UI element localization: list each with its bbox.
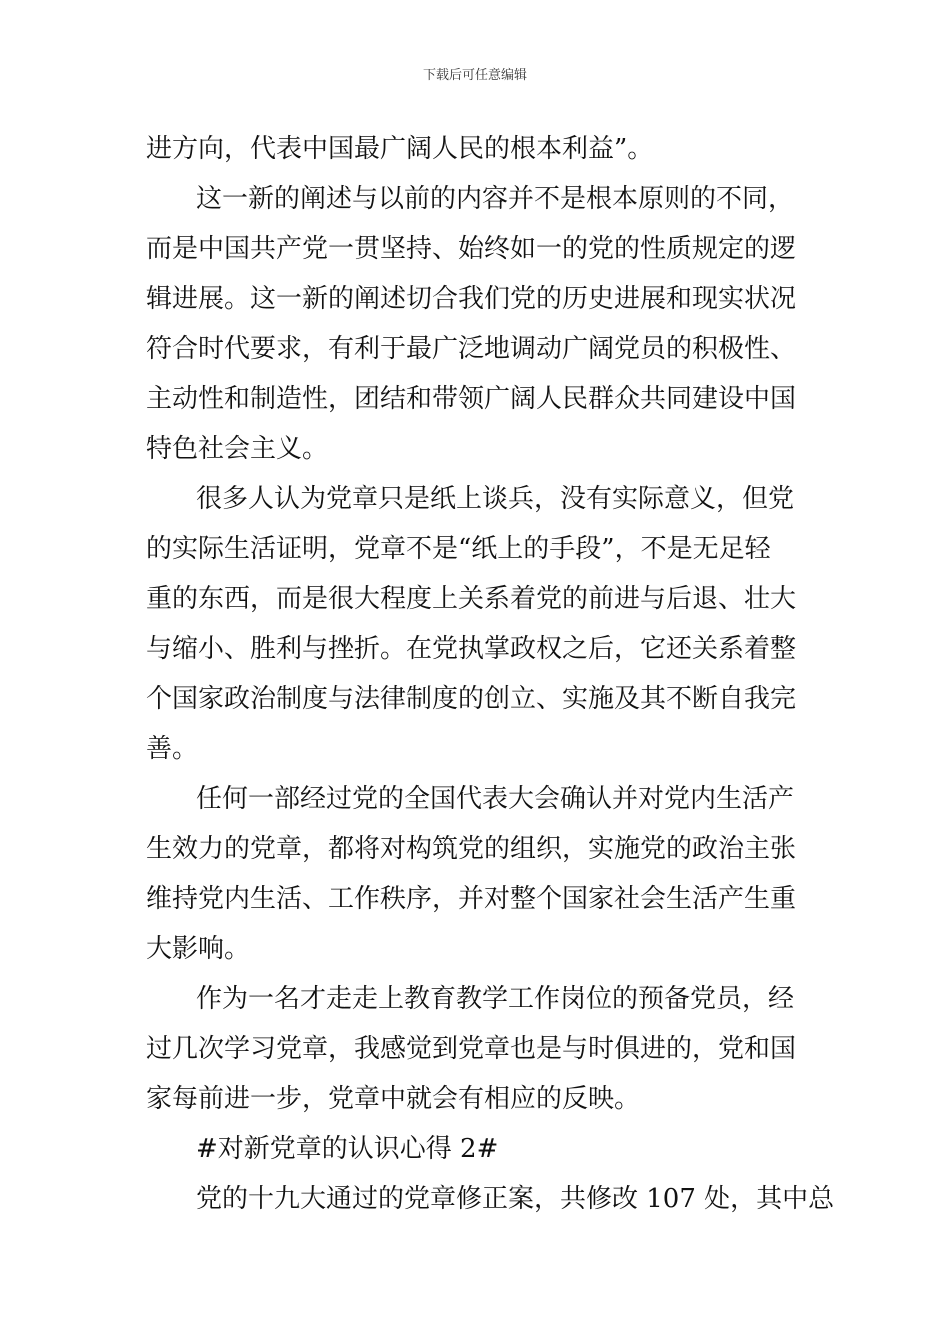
text-line-22: 党的十九大通过的党章修正案，共修改 107 处，其中总	[196, 1184, 835, 1214]
text-line-20: 家每前进一步，党章中就会有相应的反映。	[146, 1084, 641, 1114]
page-header: 下载后可任意编辑	[422, 68, 527, 83]
text-line-17: 大影响。	[146, 934, 251, 964]
text-line-4: 辑进展。这一新的阐述切合我们党的历史进展和现实状况	[146, 284, 797, 314]
section-heading: #对新党章的认识心得 2#	[196, 1134, 499, 1164]
text-line-7: 特色社会主义。	[146, 434, 329, 464]
text-line-8: 很多人认为党章只是纸上谈兵，没有实际意义，但党	[196, 484, 795, 514]
text-line-3: 而是中国共产党一贯坚持、始终如一的党的性质规定的逻	[146, 234, 797, 264]
text-line-12: 个国家政治制度与法律制度的创立、实施及其不断自我完	[146, 684, 797, 714]
text-line-16: 维持党内生活、工作秩序，并对整个国家社会生活产生重	[146, 884, 797, 914]
text-line-1: 进方向，代表中国最广阔人民的根本利益”。	[146, 134, 654, 164]
text-line-13: 善。	[146, 734, 199, 764]
text-line-10: 重的东西，而是很大程度上关系着党的前进与后退、壮大	[146, 584, 797, 614]
text-line-11: 与缩小、胜利与挫折。在党执掌政权之后，它还关系着整	[146, 634, 797, 664]
text-line-9: 的实际生活证明，党章不是“纸上的手段”，不是无足轻	[146, 534, 771, 564]
text-line-6: 主动性和制造性，团结和带领广阔人民群众共同建设中国	[146, 384, 797, 414]
text-line-18: 作为一名才走走上教育教学工作岗位的预备党员，经	[196, 984, 795, 1014]
text-line-2: 这一新的阐述与以前的内容并不是根本原则的不同，	[196, 184, 795, 214]
text-line-15: 生效力的党章，都将对构筑党的组织，实施党的政治主张	[146, 834, 797, 864]
text-line-14: 任何一部经过党的全国代表大会确认并对党内生活产	[196, 784, 795, 814]
text-line-19: 过几次学习党章，我感觉到党章也是与时俱进的，党和国	[146, 1034, 797, 1064]
text-line-5: 符合时代要求，有利于最广泛地调动广阔党员的积极性、	[146, 334, 797, 364]
